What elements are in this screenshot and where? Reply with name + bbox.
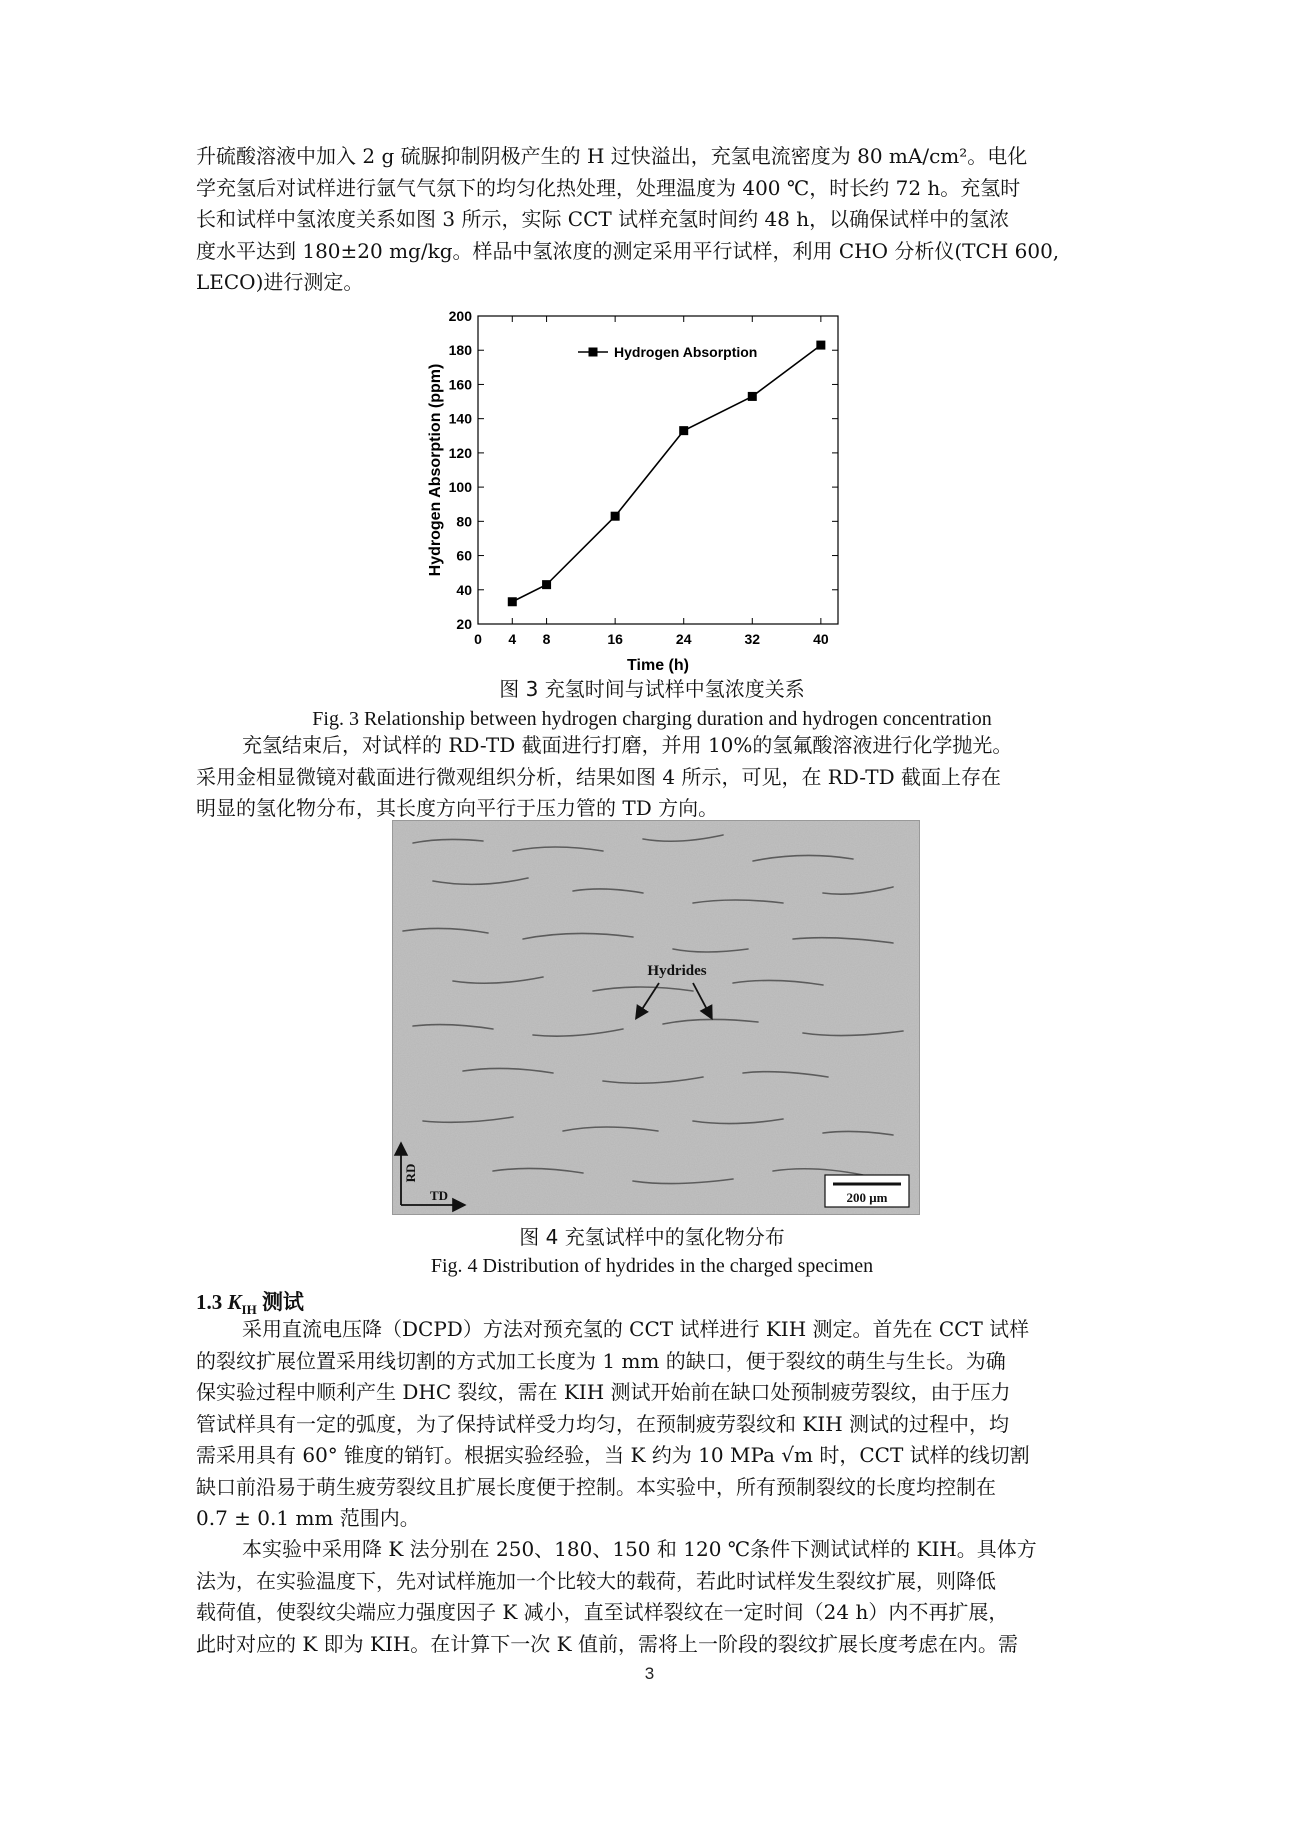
rd-axis-label: RD: [403, 1163, 418, 1183]
y-axis-label: Hydrogen Absorption (ppm): [427, 363, 444, 577]
y-tick-label: 160: [448, 376, 472, 393]
y-tick-label: 180: [448, 342, 472, 359]
text-line: 法为，在实验温度下，先对试样施加一个比较大的载荷，若此时试样发生裂纹扩展，则降低: [196, 1568, 996, 1593]
text-line: 此时对应的 K 即为 KIH。在计算下一次 K 值前，需将上一阶段的裂纹扩展长度考虑在内。需: [196, 1631, 1018, 1656]
y-tick-label: 80: [456, 513, 472, 530]
y-tick-label: 40: [456, 581, 472, 598]
plot-frame: [478, 316, 838, 624]
hydrides-label: Hydrides: [647, 963, 707, 979]
scale-bar-label: 200 μm: [846, 1190, 888, 1205]
legend-marker: [589, 348, 598, 357]
section-variable: K: [227, 1290, 242, 1314]
hydride-micrograph: [392, 820, 920, 1215]
paragraph-k-reduction: [196, 1534, 1108, 1660]
figure3-caption-en: Fig. 3 Relationship between hydrogen charging duration and hydrogen concentration: [312, 708, 992, 730]
y-tick-label: 20: [456, 616, 472, 632]
section-subscript: IH: [241, 1302, 257, 1318]
text-line: 管试样具有一定的弧度，为了保持试样受力均匀，在预制疲劳裂纹和 KIH 测试的过程中，均: [196, 1411, 1009, 1436]
text-line: 度水平达到 180±20 mg/kg。样品中氢浓度的测定采用平行试样，利用 CHO 分析仪(TCH 600,: [196, 238, 1060, 263]
data-point: [508, 597, 517, 606]
data-point: [748, 392, 757, 401]
section-title: 测试: [261, 1290, 304, 1314]
text-line: LECO)进行测定。: [196, 270, 364, 294]
figure3-caption-zh: 图 3 充氢时间与试样中氢浓度关系: [499, 677, 805, 701]
y-tick-label: 60: [456, 547, 472, 564]
y-tick-label: 140: [448, 410, 472, 427]
text-line: 保实验过程中顺利产生 DHC 裂纹，需在 KIH 测试开始前在缺口处预制疲劳裂纹，由于压力: [196, 1380, 1011, 1404]
x-tick-label: 24: [675, 631, 692, 647]
text-line: 充氢结束后，对试样的 RD-TD 截面进行打磨，并用 10%的氢氟酸溶液进行化学抛光。: [242, 733, 1013, 757]
text-line: 载荷值，使裂纹尖端应力强度因子 K 减小，直至试样裂纹在一定时间（24 h）内不再扩展，: [196, 1600, 1009, 1624]
x-tick-label: 8: [542, 631, 551, 647]
paragraph-microstructure: [196, 730, 1108, 825]
text-line: 需采用具有 60° 锥度的销钉。根据实验经验，当 K 约为 10 MPa √m 时，CCT 试样的线切割: [196, 1443, 1030, 1467]
text-line: 缺口前沿易于萌生疲劳裂纹且扩展长度便于控制。本实验中，所有预制裂纹的长度均控制在: [196, 1474, 996, 1499]
hydrogen-absorption-chart: [420, 304, 900, 674]
series-line: [512, 345, 821, 602]
paragraph-hydrogen-charging: [196, 141, 1108, 299]
paragraph-dcpd-method: [196, 1314, 1108, 1535]
data-point: [679, 426, 688, 435]
data-point: [816, 341, 825, 350]
text-line: 升硫酸溶液中加入 2 g 硫脲抑制阴极产生的 H 过快溢出，充氢电流密度为 80 mA/cm²。电化: [196, 144, 1028, 168]
text-line: 本实验中采用降 K 法分别在 250、180、150 和 120 ℃条件下测试试样的 KIH。具体方: [242, 1537, 1037, 1561]
x-tick-label: 16: [607, 631, 623, 647]
x-tick-label: 40: [813, 631, 829, 647]
figure4-caption-en: Fig. 4 Distribution of hydrides in the charged specimen: [430, 1255, 874, 1277]
scale-bar: [825, 1175, 909, 1207]
section-number: 1.3: [196, 1290, 223, 1314]
td-axis-label: TD: [429, 1188, 449, 1203]
y-tick-label: 100: [448, 479, 472, 496]
y-tick-label: 200: [448, 308, 472, 324]
y-tick-label: 120: [448, 444, 472, 461]
x-axis-label: Time (h): [627, 657, 689, 674]
text-line: 明显的氢化物分布，其长度方向平行于压力管的 TD 方向。: [196, 796, 719, 820]
text-line: 学充氢后对试样进行氩气气氛下的均匀化热处理，处理温度为 400 ℃，时长约 72 h。充氢时: [196, 175, 1021, 200]
text-line: 0.7 ± 0.1 mm 范围内。: [196, 1506, 420, 1530]
text-line: 的裂纹扩展位置采用线切割的方式加工长度为 1 mm 的缺口，便于裂纹的萌生与生长。为确: [196, 1348, 1006, 1373]
x-tick-label: 0: [474, 631, 482, 647]
x-tick-label: 32: [744, 631, 761, 647]
text-line: 采用金相显微镜对截面进行微观组织分析，结果如图 4 所示，可见，在 RD-TD 截面上存在: [196, 764, 1002, 789]
text-line: 长和试样中氢浓度关系如图 3 所示，实际 CCT 试样充氢时间约 48 h，以确保试样中的氢浓: [196, 207, 1010, 231]
page-number: 3: [644, 1664, 655, 1683]
figure4-caption-zh: 图 4 充氢试样中的氢化物分布: [519, 1225, 785, 1249]
data-point: [542, 580, 551, 589]
text-line: 采用直流电压降（DCPD）方法对预充氢的 CCT 试样进行 KIH 测定。首先在 CCT 试样: [242, 1317, 1030, 1341]
x-tick-label: 4: [508, 631, 517, 647]
data-point: [611, 512, 620, 521]
legend-label: Hydrogen Absorption: [614, 344, 758, 360]
